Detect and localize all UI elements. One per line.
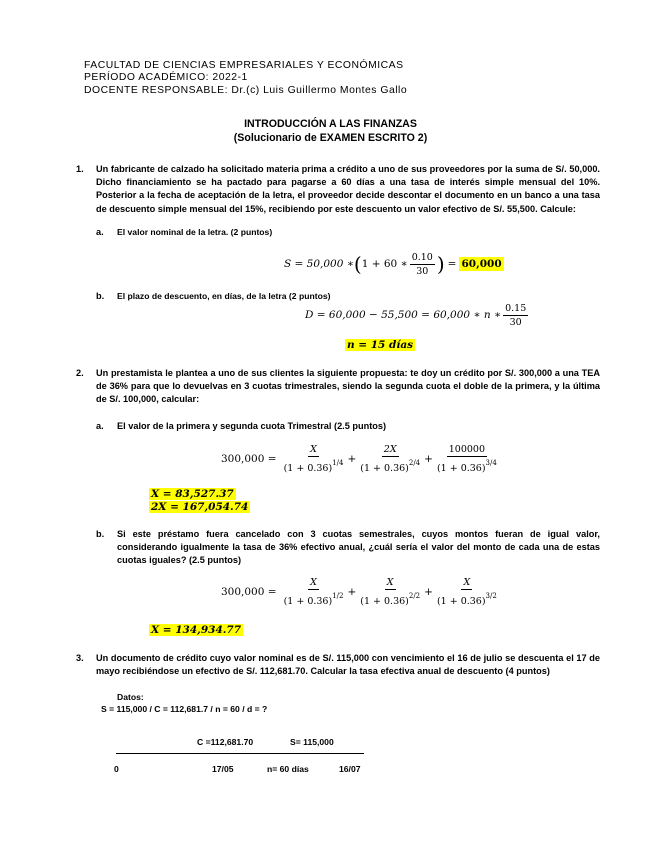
q1a-result: 60,000 <box>461 258 502 270</box>
q1b-label: b. <box>96 291 105 301</box>
q1a-label: a. <box>96 227 104 237</box>
q1b-result: n = 15 días <box>347 339 414 351</box>
q2-text: Un prestamista le plantea a uno de sus clientes la siguiente propuesta: te doy un crédito por S/. 300,000 a una TEA de 36% para que lo devuelvas en 3 cuotas trimestrales, siendo la segunda cuota el doble de la primera, y la última de S/. 100,000, calcular: <box>96 368 600 405</box>
timeline-end-date: 16/07 <box>339 764 361 774</box>
page-title: INTRODUCCIÓN A LAS FINANZAS <box>244 118 417 130</box>
q2a-text: El valor de la primera y segunda cuota Trimestral (2.5 puntos) <box>117 421 387 431</box>
q2a-equation: 300,000 = $\frac{X}{(1 + 0.36)^{1/4}}$ + $\frac{2X}{(1 + 0.36)^{2/4}}$ + $\frac{100000}{(1 + 0.36)^{3/4}}$ <box>221 444 497 474</box>
page-subtitle: (Solucionario de EXAMEN ESCRITO 2) <box>233 132 428 144</box>
q2a-result-x: X = 83,527.37 <box>151 488 234 500</box>
q3-text: Un documento de crédito cuyo valor nominal es de S/. 115,000 con vencimiento el 16 de julio se descuenta el 17 de mayo recibiéndose un efectivo de S/. 112,681.70. Calcular la tasa efectiva anual de descuento (4 puntos) <box>96 653 600 677</box>
teacher-line: DOCENTE RESPONSABLE: Dr.(c) Luis Guillermo Montes Gallo <box>84 85 408 96</box>
q1b-text: El plazo de descuento, en días, de la letra (2 puntos) <box>117 291 331 301</box>
q3-datos-line: S = 115,000 / C = 112,681.7 / n = 60 / d = ? <box>101 704 268 714</box>
q2b-text: Si este préstamo fuera cancelado con 3 cuotas semestrales, cuyos montos fueran de igual valor, considerando igualmente la tasa de 36% efectivo anual, ¿cuál sería el valor del monto de cada una de estas cuotas iguales? (2.5 puntos) <box>117 529 600 566</box>
timeline-s-label: S= 115,000 <box>290 737 334 747</box>
q2b-label: b. <box>96 529 105 539</box>
q3-datos-label: Datos: <box>117 692 144 702</box>
faculty-line: FACULTAD DE CIENCIAS EMPRESARIALES Y ECONÓMICAS <box>84 60 404 71</box>
q1-text: Un fabricante de calzado ha solicitado materia prima a crédito a uno de sus proveedores por la suma de S/. 50,000. Dicho financiamiento se ha pactado para pagarse a 60 días a una tasa de interés simple mensual del 10%. Posterior a la fecha de aceptación de la letra, el proveedor decide descontar el documento en un banco a una tasa de descuento simple mensual del 15%, recibiendo por este descuento un valor efectivo de S/. 55,500. Calcule: <box>96 164 600 214</box>
q2a-label: a. <box>96 421 104 431</box>
timeline-days: n= 60 días <box>267 764 309 774</box>
q1-number: 1. <box>76 164 84 174</box>
q2b-result: X = 134,934.77 <box>151 624 242 636</box>
q1b-equation: D = 60,000 − 55,500 = 60,000 ∗ n ∗ $\frac{0.15}{30}$ <box>305 302 527 328</box>
q1a-equation: S = 50,000 ∗ ( 1 + 60 ∗ $\frac{0.10}{30}$ ) = 60,000 <box>284 251 502 277</box>
timeline-line <box>116 753 364 754</box>
q2b-equation: 300,000 = $\frac{X}{(1 + 0.36)^{1/2}}$ + $\frac{X}{(1 + 0.36)^{2/2}}$ + $\frac{X}{(1 + 0.36)^{3/2}}$ <box>221 577 497 607</box>
q3-number: 3. <box>76 653 84 663</box>
q1a-text: El valor nominal de la letra. (2 puntos) <box>117 227 273 237</box>
period-line: PERÍODO ACADÉMICO: 2022-1 <box>84 72 248 83</box>
timeline-c-label: C =112,681.70 <box>197 737 254 747</box>
q2a-result-2x: 2X = 167,054.74 <box>151 501 249 513</box>
timeline-zero: 0 <box>114 764 119 774</box>
timeline-start-date: 17/05 <box>212 764 234 774</box>
q2-number: 2. <box>76 368 84 378</box>
